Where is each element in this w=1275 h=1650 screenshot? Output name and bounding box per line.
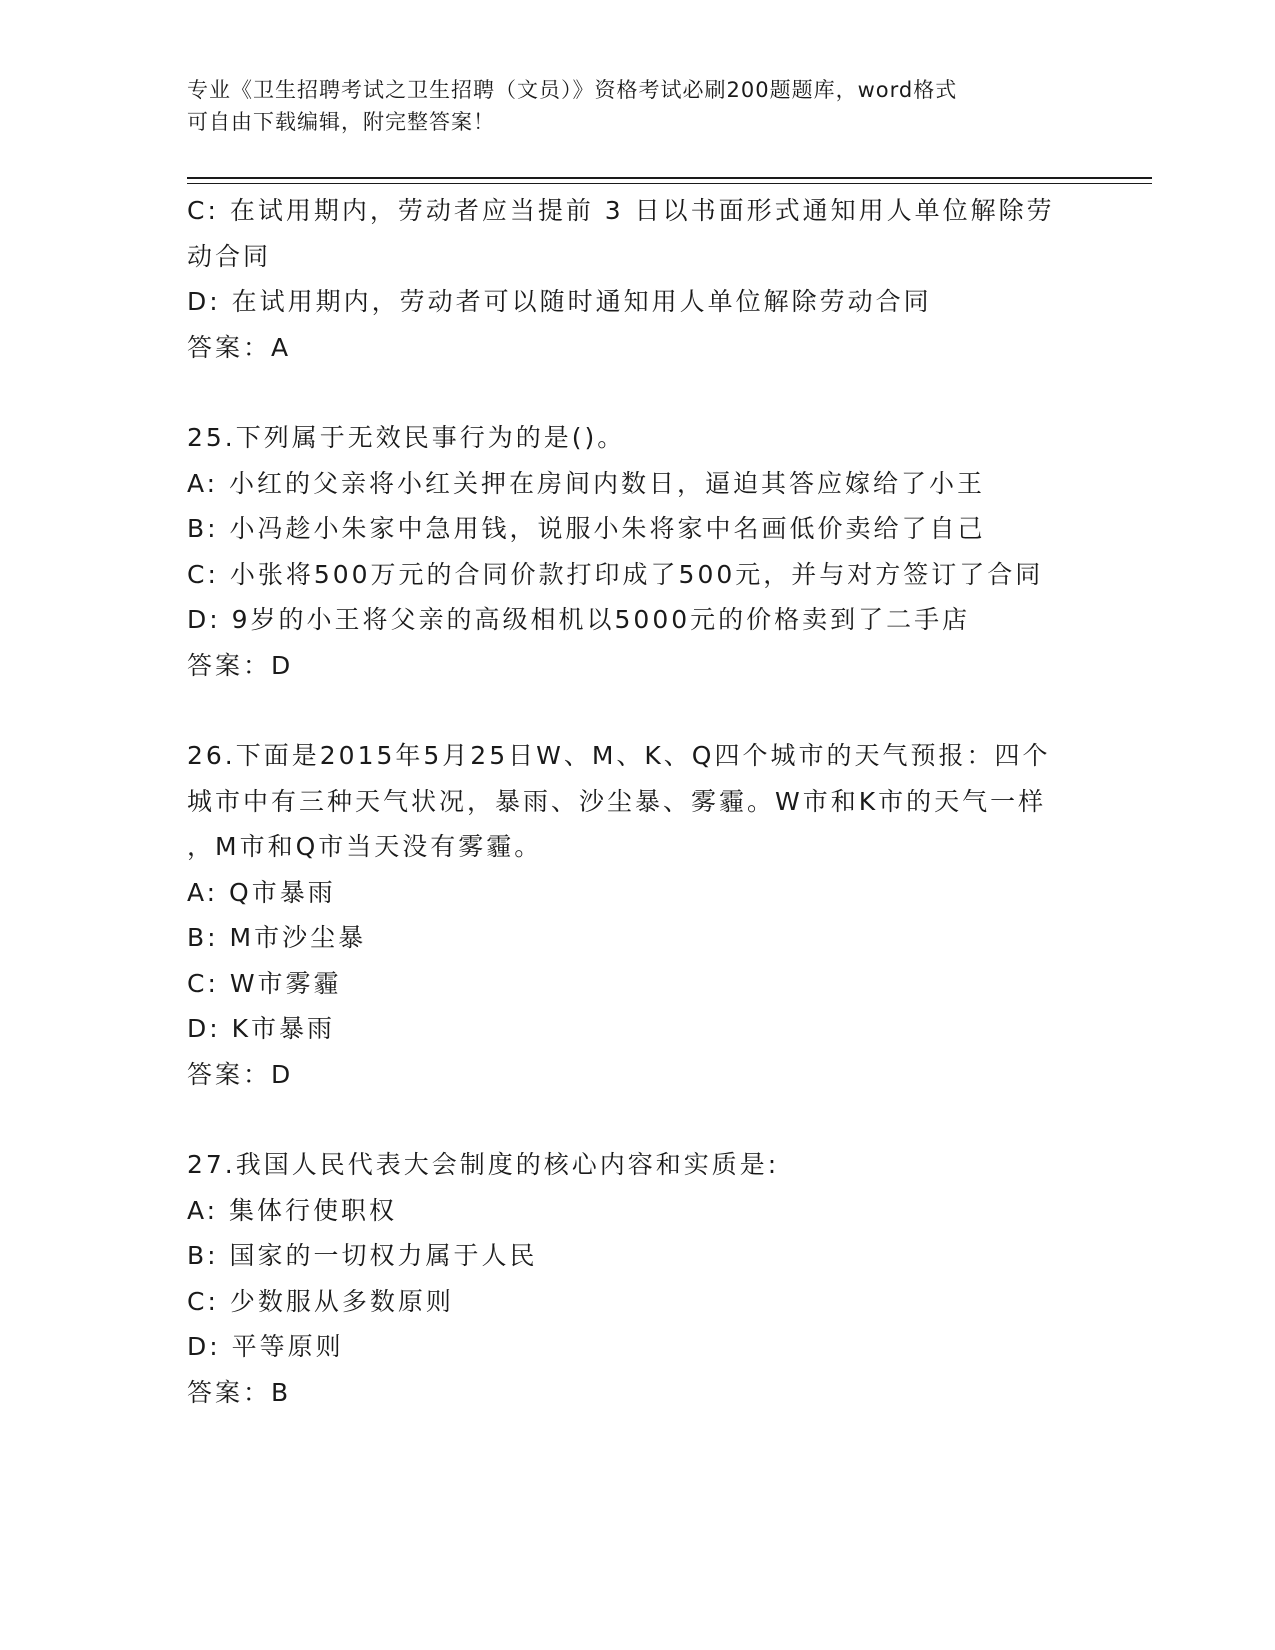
question-block-24 <box>187 188 1087 370</box>
question-block-25 <box>187 415 1087 688</box>
option-d: D: 9岁的小王将父亲的高级相机以5000元的价格卖到了二手店 <box>187 605 971 634</box>
option-c: C: 小张将500万元的合同价款打印成了500元，并与对方签订了合同 <box>187 559 1044 589</box>
answer-line: 答案：A <box>187 332 292 362</box>
spacer <box>187 688 1087 733</box>
answer-line: 答案：D <box>187 650 294 680</box>
question-stem-continued: ，M市和Q市当天没有雾霾。 <box>187 832 543 861</box>
document-header <box>187 74 1087 138</box>
header-title-line-2: 可自由下载编辑，附完整答案！ <box>187 110 495 134</box>
option-d: D: 平等原则 <box>187 1332 344 1361</box>
option-a: A: Q市暴雨 <box>187 877 336 907</box>
question-stem-continued: 城市中有三种天气状况，暴雨、沙尘暴、雾霾。W市和K市的天气一样 <box>187 786 1047 816</box>
question-block-27 <box>187 1142 1087 1415</box>
question-block-26 <box>187 733 1087 1097</box>
option-d: D: 在试用期内，劳动者可以随时通知用人单位解除劳动合同 <box>187 287 932 316</box>
option-d: D: K市暴雨 <box>187 1014 336 1043</box>
option-a: A: 小红的父亲将小红关押在房间内数日，逼迫其答应嫁给了小王 <box>187 468 986 498</box>
option-c-continued: 动合同 <box>187 241 272 271</box>
header-divider-thick <box>187 177 1152 179</box>
option-a: A: 集体行使职权 <box>187 1195 398 1225</box>
document-body <box>187 188 1087 1415</box>
header-divider-thin <box>187 183 1152 184</box>
spacer <box>187 1097 1087 1142</box>
question-stem: 27.我国人民代表大会制度的核心内容和实质是: <box>187 1150 780 1179</box>
option-b: B: M市沙尘暴 <box>187 923 367 952</box>
answer-line: 答案：D <box>187 1059 294 1089</box>
option-b: B: 国家的一切权力属于人民 <box>187 1241 538 1270</box>
question-stem: 26.下面是2015年5月25日W、M、K、Q四个城市的天气预报：四个 <box>187 741 1051 770</box>
question-stem: 25.下列属于无效民事行为的是()。 <box>187 423 626 452</box>
option-b: B: 小冯趁小朱家中急用钱，说服小朱将家中名画低价卖给了自己 <box>187 514 986 543</box>
option-c: C: 在试用期内，劳动者应当提前 3 日以书面形式通知用人单位解除劳 <box>187 196 1055 225</box>
header-title-line-1: 专业《卫生招聘考试之卫生招聘（文员）》资格考试必刷200题题库，word格式 <box>187 78 958 102</box>
answer-line: 答案：B <box>187 1377 292 1407</box>
option-c: C: 少数服从多数原则 <box>187 1286 454 1316</box>
option-c: C: W市雾霾 <box>187 968 342 998</box>
spacer <box>187 370 1087 415</box>
